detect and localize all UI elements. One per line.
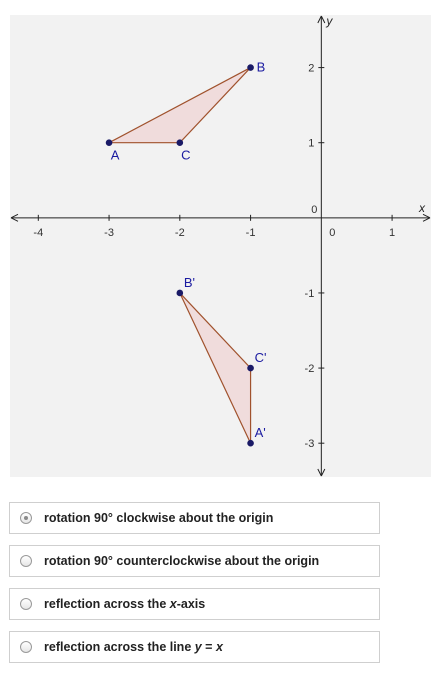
radio-icon[interactable]	[20, 555, 32, 567]
answer-option-label: rotation 90° clockwise about the origin	[44, 511, 274, 525]
vertex-point-b	[247, 64, 254, 71]
vertex-point-c	[177, 139, 184, 146]
vertex-label-a-prime: A'	[254, 425, 266, 441]
x-tick-label: 1	[389, 226, 396, 239]
vertex-point-a	[106, 139, 113, 146]
answer-option-reflection-line-y-x[interactable]	[9, 631, 380, 663]
answer-option-rotation-clockwise[interactable]	[9, 502, 380, 534]
vertex-label-b: B	[256, 59, 266, 75]
answer-option-reflection-x-axis[interactable]	[9, 588, 380, 620]
radio-icon[interactable]	[20, 641, 32, 653]
vertex-label-b-prime: B'	[183, 274, 195, 290]
radio-icon[interactable]	[20, 598, 32, 610]
y-tick-label: -1	[304, 287, 315, 300]
x-axis-label: x	[419, 200, 425, 215]
vertex-label-c: C	[181, 147, 191, 163]
y-axis-label: y	[326, 14, 333, 28]
y-tick-label: 1	[308, 137, 315, 150]
x-tick-label: -3	[104, 226, 114, 239]
vertex-point-a-prime	[247, 440, 254, 447]
y-tick-label: 2	[308, 62, 315, 75]
answer-option-label: reflection across the x-axis	[44, 597, 206, 611]
y-tick-label: -3	[304, 438, 315, 451]
x-tick-label: -2	[174, 226, 185, 239]
origin-label: 0	[311, 203, 318, 216]
y-tick-label: -2	[304, 363, 315, 376]
x-tick-label: -1	[245, 226, 256, 239]
radio-selected-icon[interactable]	[20, 512, 32, 524]
vertex-point-b-prime	[177, 290, 184, 297]
answer-option-label: reflection across the line y = x	[44, 640, 223, 654]
vertex-point-c-prime	[247, 365, 254, 372]
x-tick-label: -4	[33, 226, 44, 239]
vertex-label-a: A	[110, 147, 120, 163]
answer-option-rotation-counterclockwise[interactable]	[9, 545, 380, 577]
vertex-label-c-prime: C'	[254, 350, 267, 366]
x-tick-label: 0	[329, 226, 336, 239]
answer-option-label: rotation 90° counterclockwise about the origin	[44, 554, 320, 568]
